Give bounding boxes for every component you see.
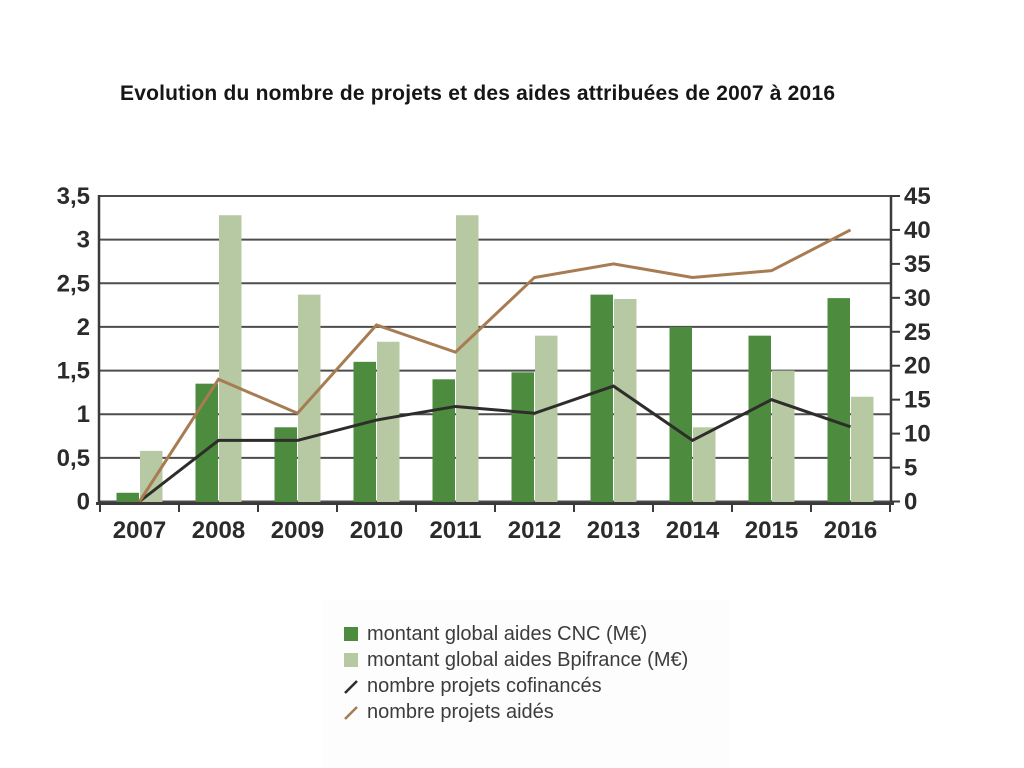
x-axis-label-2007: 2007 (112, 517, 167, 544)
bar-bpifrance-2010 (377, 342, 400, 503)
right-axis-label: 40 (904, 216, 931, 244)
bar-cnc-2016 (828, 298, 851, 503)
right-axis-label: 20 (904, 352, 931, 380)
left-axis-label: 0 (76, 488, 90, 516)
right-axis-label: 0 (904, 488, 918, 516)
legend-line-marker-cofinances (344, 679, 358, 693)
bar-bpifrance-2016 (851, 397, 874, 503)
bar-bpifrance-2008 (219, 215, 242, 503)
left-axis-label: 0,5 (56, 444, 90, 472)
x-axis-label-2013: 2013 (586, 517, 641, 544)
line-aides (140, 230, 851, 502)
bar-bpifrance-2011 (456, 215, 479, 503)
bar-cnc-2015 (749, 336, 772, 503)
legend-label-cofinances: nombre projets cofinancés (367, 674, 602, 697)
legend-item-cnc (344, 621, 688, 647)
bar-bpifrance-2015 (772, 371, 795, 503)
legend-label-cnc: montant global aides CNC (M€) (367, 622, 648, 645)
left-axis-label: 1 (76, 401, 90, 429)
right-axis-label: 30 (904, 284, 931, 312)
x-axis-label-2016: 2016 (823, 517, 878, 544)
x-axis-label-2010: 2010 (349, 517, 404, 544)
x-axis-label-2008: 2008 (191, 517, 246, 544)
legend-swatch-cnc (344, 627, 358, 641)
legend-item-bpifrance (344, 647, 688, 673)
chart-legend (344, 621, 688, 725)
right-axis-label: 35 (904, 250, 931, 278)
legend-line-glyph (345, 707, 357, 719)
bar-cnc-2009 (275, 427, 298, 503)
bar-cnc-2011 (433, 379, 456, 503)
right-axis-label: 15 (904, 386, 931, 414)
legend-line-marker-aides (344, 705, 358, 719)
bar-cnc-2010 (354, 362, 377, 503)
legend-label-bpifrance: montant global aides Bpifrance (M€) (367, 648, 689, 671)
left-axis-label: 2 (76, 313, 90, 341)
right-axis-label: 5 (904, 454, 918, 482)
legend-item-aides (344, 699, 688, 725)
right-axis-label: 10 (904, 420, 931, 448)
x-axis-label-2015: 2015 (744, 517, 799, 544)
legend-label-aides: nombre projets aidés (367, 700, 554, 723)
left-axis-label: 2,5 (56, 270, 90, 298)
x-axis-label-2011: 2011 (429, 517, 482, 544)
left-axis-label: 3,5 (56, 183, 90, 210)
x-axis-label-2009: 2009 (270, 517, 325, 544)
x-axis-label-2014: 2014 (665, 517, 720, 544)
legend-swatch-bpifrance (344, 653, 358, 667)
left-axis-label: 1,5 (56, 357, 90, 385)
bar-cnc-2007 (117, 493, 140, 503)
right-axis-label: 25 (904, 318, 931, 346)
right-axis-label: 45 (904, 183, 931, 210)
bar-cnc-2014 (670, 327, 693, 503)
legend-line-glyph (345, 681, 357, 693)
bar-cnc-2013 (591, 295, 614, 503)
legend-item-cofinances (344, 673, 688, 699)
chart-title: Evolution du nombre de projets et des aides attribuées de 2007 à 2016 (120, 82, 836, 105)
x-axis-label-2012: 2012 (507, 517, 562, 544)
line-cofinances (140, 386, 851, 501)
bar-bpifrance-2012 (535, 336, 558, 503)
bar-cnc-2012 (512, 372, 535, 503)
left-axis-label: 3 (76, 226, 90, 254)
